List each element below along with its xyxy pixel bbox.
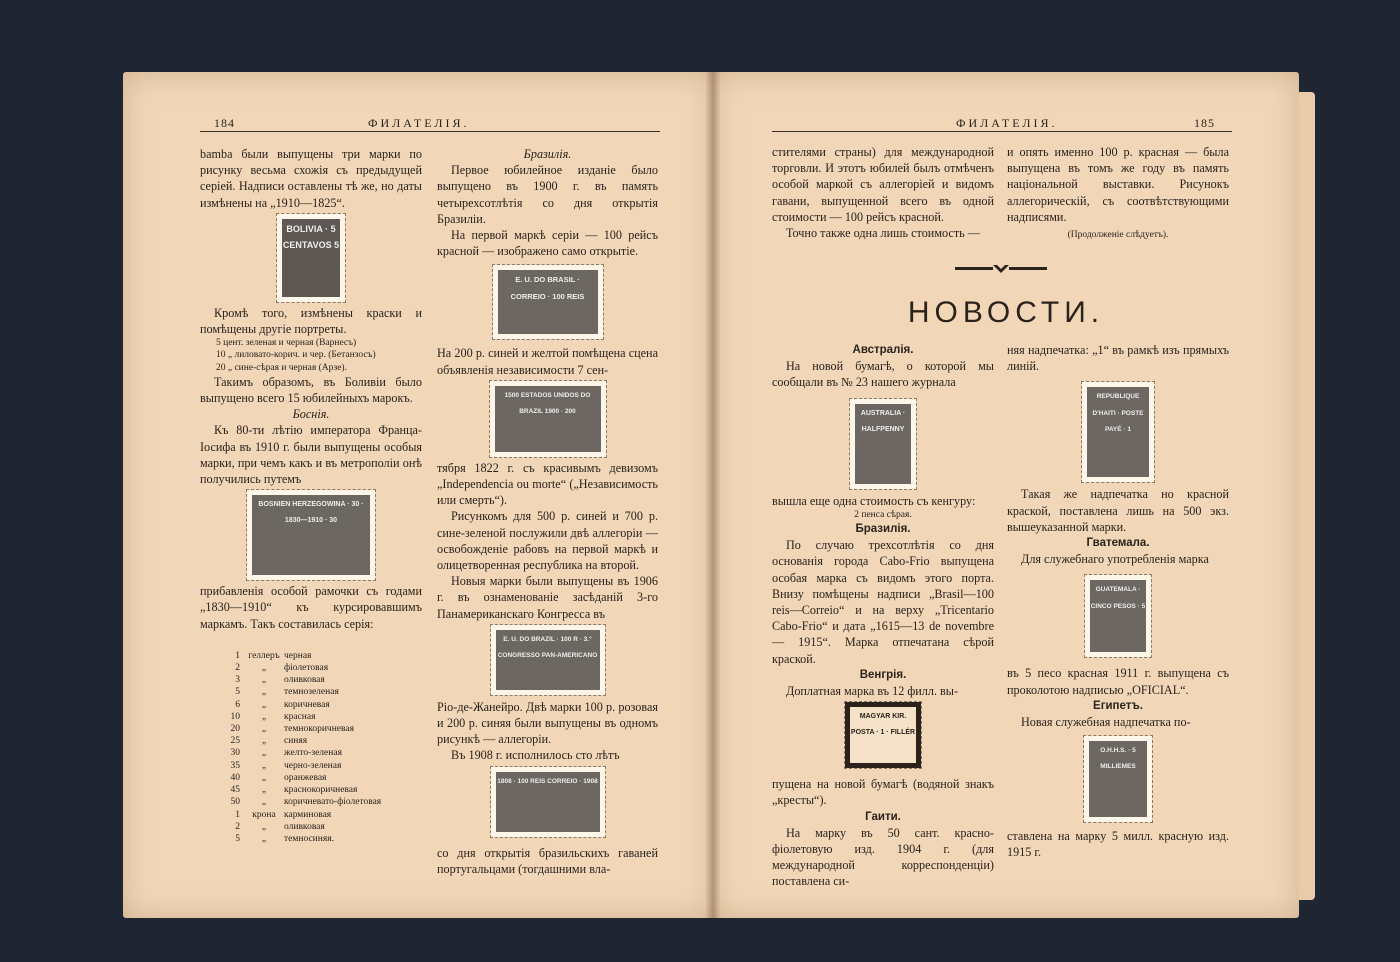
series-cell: 3 bbox=[235, 675, 240, 686]
continued-note: (Продолженіе слѣдуетъ). bbox=[1067, 230, 1169, 241]
series-row bbox=[200, 699, 422, 711]
left-page-number: 184 bbox=[214, 116, 235, 130]
series-cell: 1 bbox=[235, 650, 240, 661]
series-row bbox=[200, 650, 422, 662]
paragraph: Для служебнаго употребленія марка bbox=[1021, 552, 1209, 567]
series-cell: „ bbox=[261, 785, 267, 796]
series-cell: „ bbox=[261, 748, 267, 759]
series-cell: 5 bbox=[235, 833, 240, 844]
series-cell: „ bbox=[261, 675, 267, 686]
right-column-2 bbox=[1007, 342, 1229, 861]
right-page-number: 185 bbox=[1194, 116, 1215, 130]
left-running-title: ФИЛАТЕЛIЯ. bbox=[368, 116, 470, 130]
caption-bosnia: Боснія. bbox=[292, 407, 330, 422]
paragraph: вышла еще одна стоимость съ кенгуру: bbox=[772, 493, 976, 508]
series-cell: 40 bbox=[230, 772, 240, 783]
paragraph: Такимъ образомъ, въ Боливіи было выпущено всего 15 юбилейныхъ марокъ. bbox=[200, 374, 422, 406]
paragraph: Доплатная марка въ 12 филл. вы- bbox=[786, 684, 959, 699]
stamp-brazil-200: 1500 ESTADOS UNIDOS DO BRAZIL 1900 · 200 bbox=[490, 381, 606, 457]
series-row bbox=[200, 784, 422, 796]
series-cell: фіолетовая bbox=[284, 663, 329, 674]
series-cell: черная bbox=[284, 650, 312, 661]
series-cell: 25 bbox=[230, 736, 240, 747]
paragraph: Кромѣ того, измѣнены краски и помѣщены другіе портреты. bbox=[200, 305, 422, 337]
paragraph: въ 5 песо красная 1911 г. выпущена съ проколотою надписью „OFICIAL“. bbox=[1007, 666, 1229, 697]
series-row bbox=[200, 662, 422, 674]
series-cell: „ bbox=[261, 663, 267, 674]
paragraph: пущена на новой бумагѣ (водяной знакъ „кресты“). bbox=[772, 777, 994, 808]
series-cell: крона bbox=[252, 809, 276, 820]
series-cell: „ bbox=[261, 772, 267, 783]
series-cell: желто-зеленая bbox=[284, 748, 342, 759]
bosnia-series-table bbox=[200, 650, 422, 845]
series-cell: 35 bbox=[230, 760, 240, 771]
right-column-1 bbox=[772, 342, 994, 890]
paragraph: со дня открытія бразильскихъ гаваней португальцами (тогдашними вла- bbox=[437, 845, 658, 876]
page-edge bbox=[1299, 92, 1315, 900]
paragraph: стителями страны) для международной торговли. И этотъ юбилей былъ отмѣченъ особой маркой съ аллегоріей и видомъ гавани, выпущенной всего въ одной стоимости — 100 рейсъ красной. bbox=[772, 145, 994, 224]
series-row bbox=[200, 711, 422, 723]
series-cell: коричневая bbox=[284, 699, 330, 710]
series-row bbox=[200, 821, 422, 833]
paragraph: Первое юбилейное изданіе было выпущено въ 1900 г. въ память четырехсотлѣтія со дня открытія Бразиліи. bbox=[437, 163, 658, 226]
paragraph: Къ 80-ти лѣтію императора Франца-Іосифа въ 1910 г. были выпущены особыя марки, при чемъ какъ и въ метрополіи онѣ получились путемъ bbox=[200, 423, 422, 487]
series-cell: оливковая bbox=[284, 675, 325, 686]
series-row bbox=[200, 686, 422, 698]
ornament-divider bbox=[955, 263, 1047, 275]
heading-brazil: Бразилія. bbox=[855, 523, 911, 536]
right-running-title: ФИЛАТЕЛIЯ. bbox=[956, 116, 1058, 130]
series-cell: 2 bbox=[235, 821, 240, 832]
paragraph: Новыя марки были выпущены въ 1906 г. въ ознаменованіе засѣданій 3-го Панамериканскаго Конгресса въ bbox=[437, 574, 658, 621]
stamp-bolivia: BOLIVIA · 5 CENTAVOS 5 bbox=[277, 214, 345, 302]
series-row bbox=[200, 747, 422, 759]
paragraph: По случаю трехсотлѣтія со дня основанія города Cabo-Frio выпущена особая марка съ видомъ этого порта. Внизу помѣщены надписи „Brasil—100 reis—Correio“ и на верху „Tricentario Cabo-Frio“ и дата „1615—13 de novembre — 1915“. Марка отпечатана сѣрой краской. bbox=[772, 538, 994, 666]
series-cell: темнокоричневая bbox=[284, 724, 354, 735]
series-row bbox=[200, 723, 422, 735]
series-cell: „ bbox=[261, 699, 267, 710]
series-cell: „ bbox=[261, 711, 267, 722]
series-cell: „ bbox=[261, 833, 267, 844]
series-row bbox=[200, 772, 422, 784]
right-top-column-2 bbox=[1007, 144, 1229, 241]
paragraph: Ріо-де-Жанейро. Двѣ марки 100 р. розовая и 200 р. синяя были выпущены въ одномъ рисункѣ — аллегоріи. bbox=[437, 699, 658, 747]
series-cell: 2 bbox=[235, 663, 240, 674]
stamp-brazil-1906: E. U. DO BRAZIL · 100 R · 3.° CONGRESSO PAN-AMERICANO bbox=[491, 625, 605, 695]
bolivia-list: 5 цент. зеленая и черная (Варнесъ) 10 „ лиловато-корич. и чер. (Бетанзосъ) 20 „ сине-сѣрая и черная (Арзе). bbox=[216, 338, 376, 373]
series-cell: 30 bbox=[230, 748, 240, 759]
paragraph: Такая же надпечатка но красной краской, поставлена лишь на 500 экз. вышеуказанной марки. bbox=[1007, 487, 1229, 534]
book-gutter bbox=[706, 72, 720, 918]
series-cell: 1 bbox=[235, 809, 240, 820]
stamp-bosnia: BOSNIEN HERZEGOWINA · 30 · 1830—1910 · 30 bbox=[247, 490, 375, 580]
paragraph: На первой маркѣ серіи — 100 рейсъ красной — изображено само открытіе. bbox=[437, 228, 658, 259]
series-cell: 45 bbox=[230, 785, 240, 796]
series-cell: „ bbox=[261, 821, 267, 832]
paragraph: На марку въ 50 сант. красно-фіолетовую изд. 1904 г. (для международной корреспонденціи) поставлена си- bbox=[772, 825, 994, 889]
paragraph: На новой бумагѣ, о которой мы сообщали въ № 23 нашего журнала bbox=[772, 359, 994, 390]
paragraph: и опять именно 100 р. красная — была выпущена въ томъ же году въ память національной выставки. Рисунокъ аллегорическій, съ соотвѣтствующими надписями. bbox=[1007, 145, 1229, 224]
stamp-australia: AUSTRALIA · HALFPENNY bbox=[850, 399, 916, 489]
paragraph: тября 1822 г. съ красивымъ девизомъ „Independencia ou morte“ („Независимость или смерть“). bbox=[437, 460, 658, 508]
series-row bbox=[200, 796, 422, 808]
stamp-guatemala: GUATEMALA · CINCO PESOS · 5 bbox=[1085, 575, 1151, 657]
series-cell: оранжевая bbox=[284, 772, 327, 783]
series-row bbox=[200, 760, 422, 772]
series-row bbox=[200, 833, 422, 845]
series-cell: „ bbox=[261, 687, 267, 698]
stamp-brazil-100: E. U. DO BRASIL · CORREIO · 100 REIS bbox=[493, 265, 603, 339]
paragraph: На 200 р. синей и желтой помѣщена сцена объявленія независимости 7 сен- bbox=[437, 346, 658, 377]
heading-australia: Австралія. bbox=[852, 344, 914, 356]
section-title: НОВОСТИ. bbox=[907, 296, 1105, 329]
series-cell: „ bbox=[261, 797, 267, 808]
stamp-egypt: O.H.H.S. · 5 MILLIEMES bbox=[1084, 736, 1152, 822]
series-cell: черно-зеленая bbox=[284, 760, 342, 771]
left-column-2 bbox=[437, 146, 658, 877]
series-cell: темносиняя. bbox=[284, 833, 334, 844]
paragraph: bamba были выпущены три марки по рисунку весьма схожія съ предыдущей серіей. Надписи оставлены тѣ же, но даты измѣнены на „1910—1825“. bbox=[200, 147, 422, 210]
paragraph: Точно также одна лишь стоимость — bbox=[786, 226, 980, 241]
heading-haiti: Гаити. bbox=[865, 810, 901, 823]
right-header-rule bbox=[772, 131, 1232, 132]
series-cell: коричневато-фіолетовая bbox=[284, 797, 382, 808]
right-top-column-1 bbox=[772, 144, 994, 241]
paragraph: Рисункомъ для 500 р. синей и 700 р. сине-зеленой послужили двѣ аллегоріи — освобожденіе рабовъ на первой маркѣ и олицетворенная республика на второй. bbox=[437, 509, 658, 573]
series-row bbox=[200, 809, 422, 821]
series-cell: оливковая bbox=[284, 821, 325, 832]
series-cell: красная bbox=[284, 711, 316, 722]
left-header-rule bbox=[200, 131, 660, 132]
series-cell: 10 bbox=[230, 711, 240, 722]
series-cell: „ bbox=[261, 736, 267, 747]
series-cell: 5 bbox=[235, 687, 240, 698]
series-cell: „ bbox=[261, 724, 267, 735]
series-cell: 6 bbox=[235, 699, 240, 710]
series-cell: темнозеленая bbox=[284, 687, 339, 698]
paragraph: 2 пенса сѣрая. bbox=[854, 509, 912, 520]
paragraph: няя надпечатка: „1“ въ рамкѣ изъ прямыхъ линій. bbox=[1007, 343, 1229, 374]
paragraph: ставлена на марку 5 милл. красную изд. 1915 г. bbox=[1007, 829, 1229, 860]
series-cell: геллеръ bbox=[248, 650, 280, 661]
heading-hungary: Венгрія. bbox=[859, 668, 907, 681]
series-cell: 20 bbox=[230, 724, 240, 735]
series-cell: карминовая bbox=[284, 809, 332, 820]
stamp-brazil-1908: 1808 · 100 REIS CORREIO · 1908 bbox=[491, 767, 605, 837]
heading-egypt: Египетъ. bbox=[1093, 699, 1143, 712]
series-cell: 50 bbox=[230, 797, 240, 808]
paragraph: Въ 1908 г. исполнилось сто лѣтъ bbox=[451, 748, 620, 763]
series-row bbox=[200, 735, 422, 747]
left-column-1 bbox=[200, 146, 422, 845]
series-cell: „ bbox=[261, 760, 267, 771]
stamp-haiti: REPUBLIQUE D'HAITI · POSTE PAYÉ · 1 bbox=[1082, 382, 1154, 482]
stamp-hungary: MAGYAR KIR. POSTA · 1 · FILLÉR bbox=[845, 702, 921, 768]
paragraph: прибавленія особой рамочки съ годами „1830—1910“ къ курсировавшимъ маркамъ. Такъ составилась серія: bbox=[200, 584, 422, 631]
paragraph: Новая служебная надпечатка по- bbox=[1021, 715, 1191, 730]
caption-brazil: Бразилія. bbox=[523, 147, 572, 161]
series-row bbox=[200, 674, 422, 686]
heading-guatemala: Гватемала. bbox=[1086, 537, 1150, 550]
series-cell: синяя bbox=[284, 736, 308, 747]
series-cell: краснокоричневая bbox=[284, 785, 358, 796]
